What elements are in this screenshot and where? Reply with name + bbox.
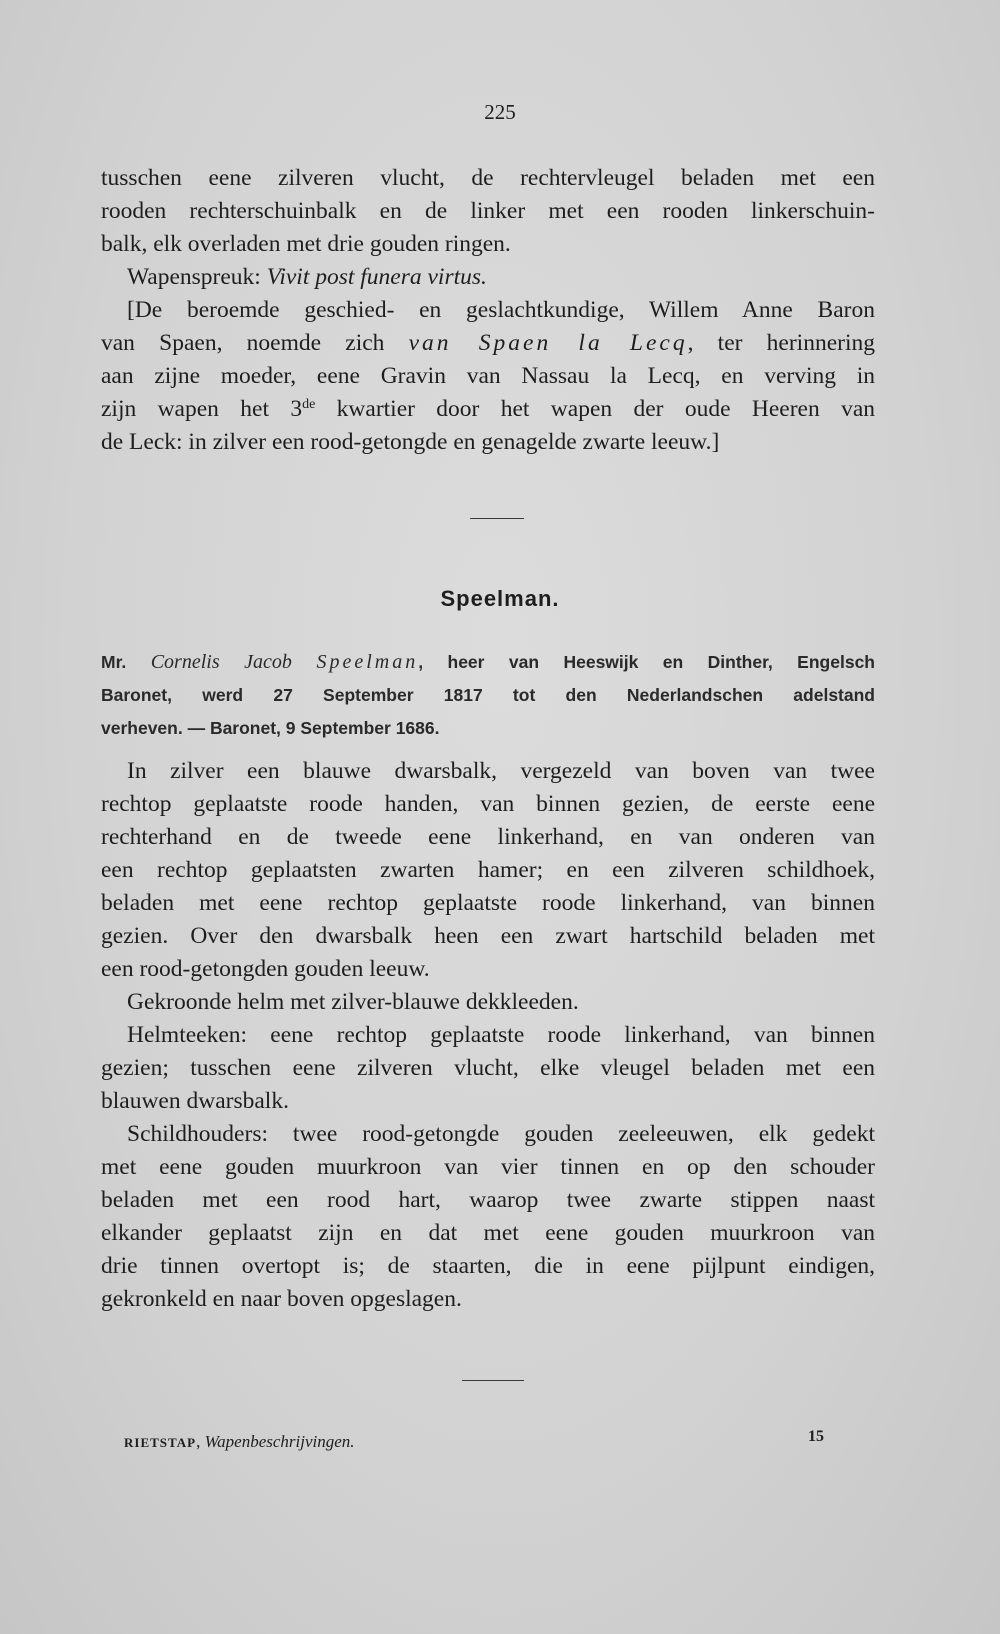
text-line: beladen met eene rechtop geplaatste roode linkerhand, van binnen <box>101 890 875 916</box>
motto-line: Wapenspreuk: Vivit post funera virtus. <box>127 264 487 290</box>
text-line: rechterhand en de tweede eene linkerhand, en van onderen van <box>101 824 875 850</box>
text-line: gezien; tusschen eene zilveren vlucht, elke vleugel beladen met een <box>101 1055 875 1081</box>
text-line: blauwen dwarsbalk. <box>101 1088 289 1114</box>
italic-name: van Spaen la Lecq <box>408 330 688 356</box>
separator-rule <box>462 1380 524 1381</box>
text-line: drie tinnen overtopt is; de staarten, die in eene pijlpunt eindigen, <box>101 1253 875 1279</box>
top-text-block <box>101 162 875 459</box>
page-number: 225 <box>484 100 516 124</box>
text-line: Schildhouders: twee rood-getongde gouden zeeleeuwen, elk gedekt <box>127 1121 875 1147</box>
text-line: beladen met een rood hart, waarop twee zwarte stippen naast <box>101 1187 875 1213</box>
text-line: Helmteeken: eene rechtop geplaatste roode linkerhand, van binnen <box>127 1022 875 1048</box>
text-line: de Leck: in zilver een rood-getongde en genagelde zwarte leeuw.] <box>101 429 720 455</box>
superscript: de <box>302 397 316 412</box>
intro-line: verheven. — Baronet, 9 September 1686. <box>101 718 440 738</box>
text-line: een rood-getongden gouden leeuw. <box>101 956 430 982</box>
text-line: een rechtop geplaatsten zwarten hamer; en een zilveren schildhoek, <box>101 857 875 883</box>
separator-rule <box>470 518 524 519</box>
text-line: rooden rechterschuinbalk en de linker met een rooden linkerschuin- <box>101 198 875 224</box>
intro-line: Baronet, werd 27 September 1817 tot den Nederlandschen adelstand <box>101 685 875 705</box>
footer-title: Wapenbeschrijvingen. <box>204 1432 355 1451</box>
text-line: rechtop geplaatste roode handen, van binnen gezien, de eerste eene <box>101 791 875 817</box>
text-line: [De beroemde geschied- en geslachtkundige, Willem Anne Baron <box>127 297 875 323</box>
text-line: elkander geplaatst zijn en dat met eene gouden muurkroon van <box>101 1220 875 1246</box>
text-line: gezien. Over den dwarsbalk heen een zwart hartschild beladen met <box>101 923 875 949</box>
text-line: zijn wapen het 3de kwartier door het wapen der oude Heeren van <box>101 396 875 422</box>
intro-line: Mr. Cornelis Jacob Speelman, heer van Heeswijk en Dinther, Engelsch <box>101 651 875 673</box>
intro-block <box>101 646 875 745</box>
signature-mark: 15 <box>808 1428 824 1445</box>
text-line: aan zijne moeder, eene Gravin van Nassau la Lecq, en verving in <box>101 363 875 389</box>
footer-author: RIETSTAP <box>124 1435 197 1450</box>
text-line: van Spaen, noemde zich van Spaen la Lecq, ter herinnering <box>101 330 876 356</box>
text-line: balk, elk overladen met drie gouden ringen. <box>101 231 511 257</box>
body-text-block <box>101 755 875 1316</box>
text-line: Gekroonde helm met zilver-blauwe dekkleeden. <box>127 989 579 1015</box>
section-title: Speelman. <box>440 586 560 611</box>
text-line: In zilver een blauwe dwarsbalk, vergezeld van boven van twee <box>127 758 875 784</box>
text-line: met eene gouden muurkroon van vier tinnen en op den schouder <box>101 1154 875 1180</box>
motto: Vivit post funera virtus. <box>266 264 487 290</box>
text-line: tusschen eene zilveren vlucht, de rechtervleugel beladen met een <box>101 165 875 191</box>
page-footer: RIETSTAP, Wapenbeschrijvingen. 15 <box>124 1428 824 1451</box>
text-line: gekronkeld en naar boven opgeslagen. <box>101 1286 462 1312</box>
